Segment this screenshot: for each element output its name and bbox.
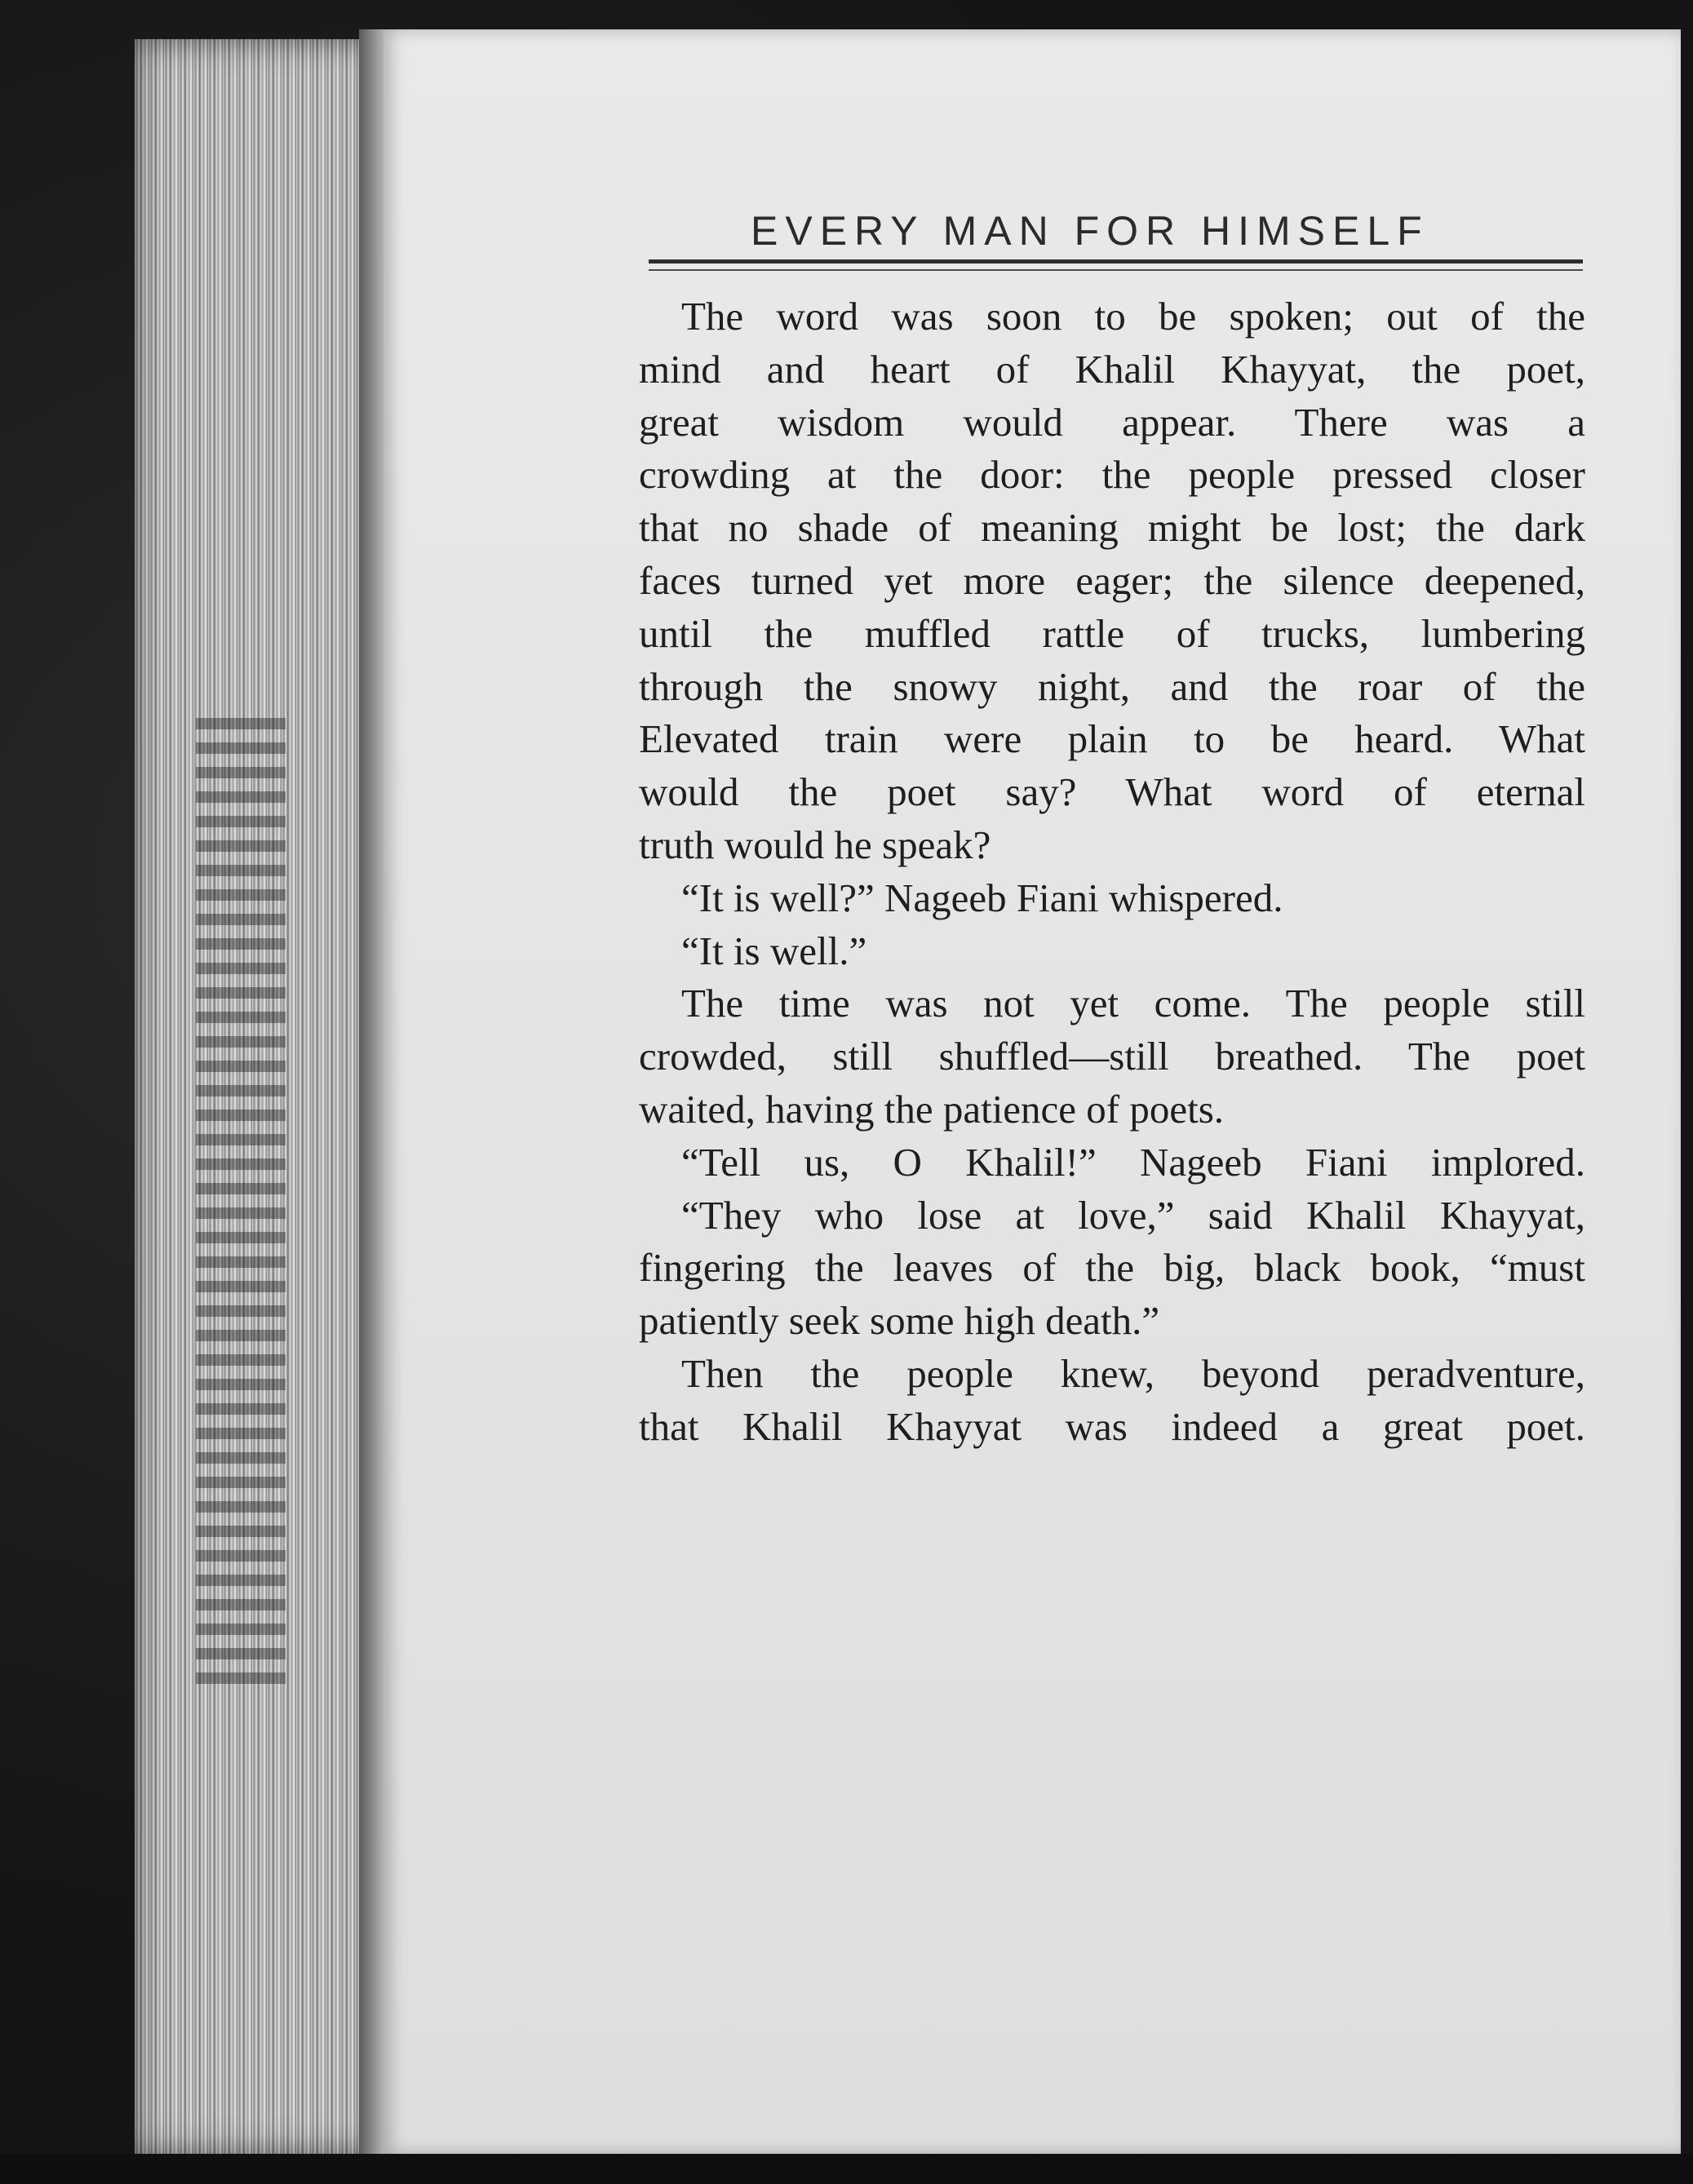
page-edge-marks [196,718,286,1697]
text-line: until the muffled rattle of trucks, lumbering [639,610,1585,656]
text-line: “Tell us, O Khalil!” Nageeb Fiani implored. [681,1139,1585,1185]
text-line: patiently seek some high death.” [639,1298,1160,1344]
text-line: faces turned yet more eager; the silence deepened, [639,557,1585,603]
text-line: The time was not yet come. The people still [681,981,1585,1026]
text-line: “It is well?” Nageeb Fiani whispered. [681,875,1283,920]
text-line: Elevated train were plain to be heard. What [639,716,1585,762]
text-line: “They who lose at love,” said Khalil Khayyat, [681,1192,1585,1238]
text-line: crowded, still shuffled—still breathed. The poet [639,1034,1585,1079]
header-rule-thin [649,269,1583,271]
text-line: through the snowy night, and the roar of the [639,663,1585,709]
text-line: waited, having the patience of poets. [639,1086,1225,1132]
text-line: crowding at the door: the people pressed closer [639,452,1585,498]
text-line: fingering the leaves of the big, black book, “must [639,1245,1585,1291]
text-line: that Khalil Khayyat was indeed a great poet. [639,1403,1585,1449]
scan-bottom-edge [0,2154,1693,2184]
text-line: “It is well.” [681,928,867,973]
header-rule-thick [649,259,1583,264]
text-line: Then the people knew, beyond peradventure, [681,1350,1585,1396]
book-page [383,29,1681,2154]
running-head: EVERY MAN FOR HIMSELF [751,208,1429,254]
text-line: great wisdom would appear. There was a [639,399,1585,445]
text-line: mind and heart of Khalil Khayyat, the poet, [639,346,1585,392]
text-line: The word was soon to be spoken; out of the [681,294,1585,339]
text-line: truth would he speak? [639,822,991,867]
text-line: would the poet say? What word of eternal [639,769,1585,815]
body-text [639,290,1585,1454]
text-line: that no shade of meaning might be lost; the dark [639,505,1585,551]
